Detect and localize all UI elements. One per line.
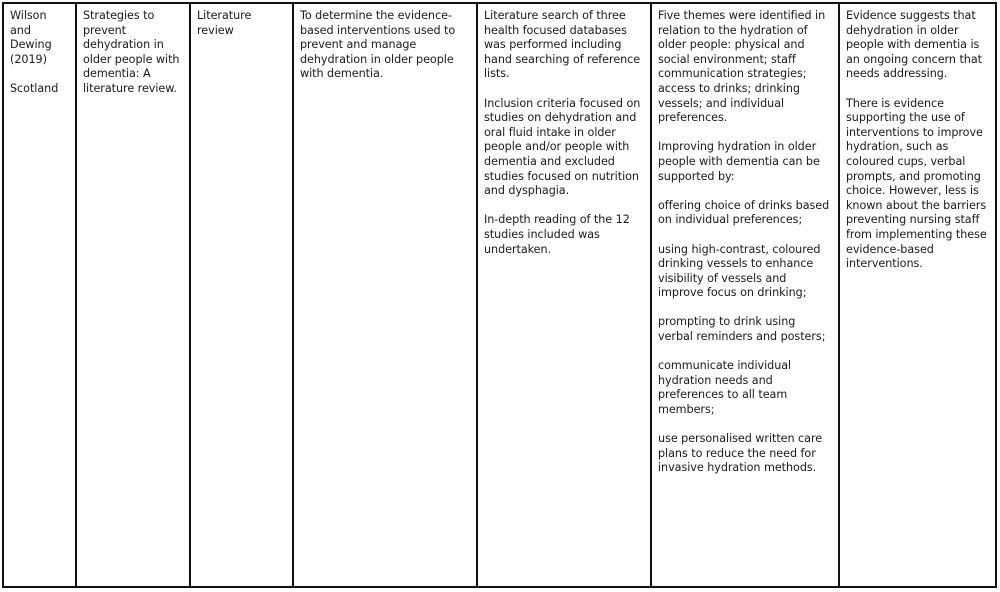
cell-aim xyxy=(294,4,478,586)
cell-method-text: Literature review xyxy=(197,9,252,37)
findings-paragraph: use personalised written care plans to reduce the need for invasive hydration methods. xyxy=(658,432,823,475)
cell-study xyxy=(4,4,77,586)
findings-paragraph: Five themes were identified in relation to the hydration of older people: physical and social environment; staff communication strategies; access to drinks; drinking vessels; and individual preferences. xyxy=(658,9,826,125)
process-paragraph: Literature search of three health focused databases was performed including hand searching of reference lists. xyxy=(484,9,641,81)
findings-paragraph: prompting to drink using verbal reminders and posters; xyxy=(658,315,826,344)
cell-conclusions xyxy=(840,4,995,586)
process-paragraph: Inclusion criteria focused on studies on dehydration and oral fluid intake in older people and/or people with dementia and excluded studies focused on nutrition and dysphagia. xyxy=(484,96,641,198)
conclusions-paragraph: There is evidence supporting the use of interventions to improve hydration, such as coloured cups, verbal prompts, and promoting choice. However, less is known about the barriers preventing nursing staff from implementing these evidence-based interventions. xyxy=(846,96,987,271)
evidence-table xyxy=(2,2,997,588)
findings-paragraph: offering choice of drinks based on individual preferences; xyxy=(658,198,830,227)
findings-paragraph: Improving hydration in older people with dementia can be supported by: xyxy=(658,140,820,183)
findings-paragraph: using high-contrast, coloured drinking vessels to enhance visibility of vessels and improve focus on drinking; xyxy=(658,242,821,300)
conclusions-paragraph: Evidence suggests that dehydration in older people with dementia is an ongoing concern that needs addressing. xyxy=(846,9,982,81)
cell-method xyxy=(191,4,294,586)
cell-title xyxy=(77,4,191,586)
findings-paragraph: communicate individual hydration needs and preferences to all team members; xyxy=(658,359,792,417)
cell-authors: Wilson and Dewing (2019) xyxy=(10,9,52,66)
process-paragraph: In-depth reading of the 12 studies included was undertaken. xyxy=(484,213,630,256)
cell-title-text: Strategies to prevent dehydration in older people with dementia: A literature review. xyxy=(83,9,180,95)
cell-findings xyxy=(652,4,840,586)
cell-country: Scotland xyxy=(10,81,59,95)
cell-aim-text: To determine the evidence-based interventions used to prevent and manage dehydration in older people with dementia. xyxy=(300,9,456,81)
cell-process xyxy=(478,4,652,586)
